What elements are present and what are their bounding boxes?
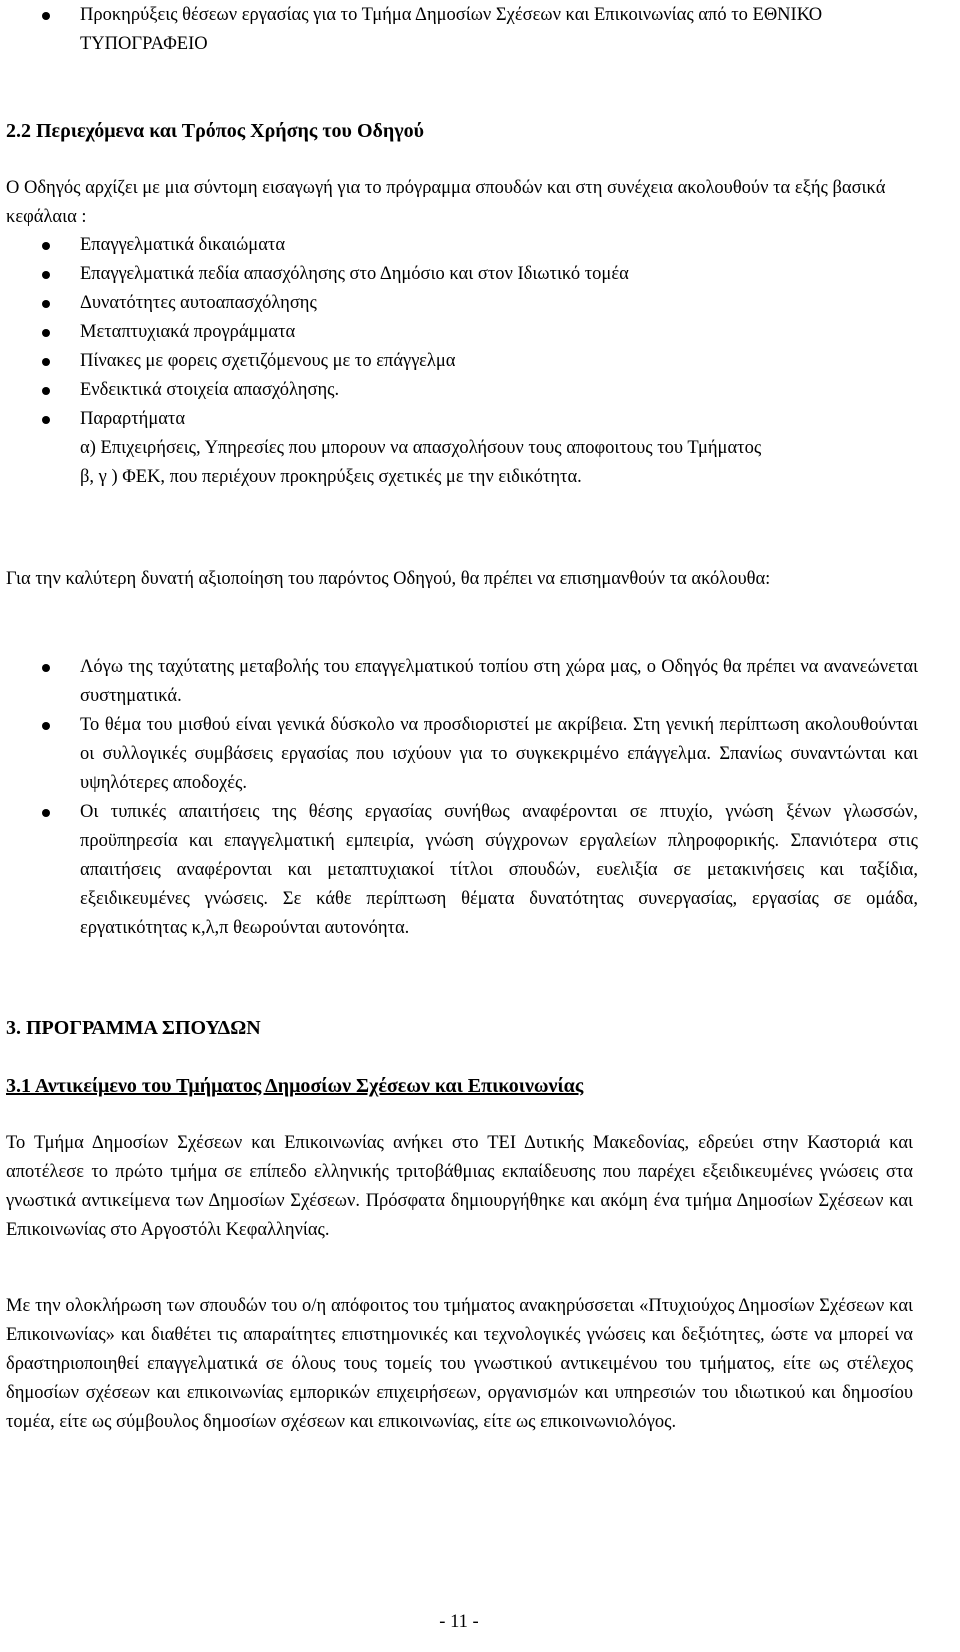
notes-list bbox=[6, 653, 918, 943]
bullet-icon bbox=[42, 809, 50, 817]
body-paragraph-2: Με την ολοκλήρωση των σπουδών του ο/η απόφοιτος του τμήματος ανακηρύσσεται «Πτυχιούχος Δημοσίων Σχέσεων και Επικοινωνίας» και διαθέτει τις απαραίτητες επιστημονικές και τεχνολογικές γνώσεις και δεξιότητες, ώστε να μπορεί να δραστηριοποιηθεί επαγγελματικά σε όλους τους τομείς του γνωστικού αντικειμένου του τμήματος, είτε ως στέλεχος δημοσίων σχέσεων και επικοινωνίας εμπορικών επιχειρήσεων, οργανισμών και υπηρεσιών του ιδιωτικού και δημοσίου τομέα, είτε ως σύμβουλος δημοσίων σχέσεων και επικοινωνίας, είτε ως επικοινωνιολόγος. bbox=[6, 1296, 913, 1432]
bullet-icon bbox=[42, 722, 50, 730]
list-item-text: Πίνακες με φορεις σχετιζόμενους με το επάγγελμα bbox=[80, 351, 456, 371]
chapter-list bbox=[6, 231, 918, 492]
list-item bbox=[6, 376, 918, 405]
top-bullet-list bbox=[6, 1, 918, 59]
list-item-text: Επαγγελματικά δικαιώματα bbox=[80, 235, 286, 255]
list-item bbox=[6, 798, 918, 943]
bullet-icon bbox=[42, 664, 50, 672]
bullet-icon bbox=[42, 12, 50, 20]
bullet-icon bbox=[42, 271, 50, 279]
bullet-icon bbox=[42, 358, 50, 366]
list-item bbox=[6, 231, 918, 260]
list-item bbox=[6, 318, 918, 347]
body-paragraph-1: Το Τμήμα Δημοσίων Σχέσεων και Επικοινωνίας ανήκει στο ΤΕΙ Δυτικής Μακεδονίας, εδρεύει στην Καστοριά και αποτέλεσε το πρώτο τμήμα σε επίπεδο ελληνικής τριτοβάθμιας εκπαίδευσης που παρέχει εξειδικευμένες γνώσεις στα γνωστικά αντικείμενα των Δημοσίων Σχέσεων. Πρόσφατα δημιουργήθηκε και ακόμη ένα τμήμα Δημοσίων Σχέσεων και Επικοινωνίας στο Αργοστόλι Κεφαλληνίας. bbox=[6, 1133, 913, 1240]
list-item bbox=[6, 653, 918, 711]
bullet-icon bbox=[42, 329, 50, 337]
list-item bbox=[6, 347, 918, 376]
list-item bbox=[6, 260, 918, 289]
list-item bbox=[6, 289, 918, 318]
chapter-heading-3: 3. ΠΡΟΓΡΑΜΜΑ ΣΠΟΥΔΩΝ bbox=[6, 1017, 261, 1039]
list-item-text: Το θέμα του μισθού είναι γενικά δύσκολο να προσδιοριστεί με ακρίβεια. Στη γενική περίπτωση ακολουθούνται οι συλλογικές συμβάσεις εργασίας που ισχύουν για το συγκεκριμένο επάγγελμα. Σπανίως συναντώνται και υψηλότερες αποδοχές. bbox=[80, 715, 918, 793]
bullet-icon bbox=[42, 416, 50, 424]
list-item-text: Δυνατότητες αυτοαπασχόλησης bbox=[80, 293, 317, 313]
bullet-icon bbox=[42, 300, 50, 308]
page-number: - 11 - bbox=[439, 1612, 479, 1632]
list-item-text: Μεταπτυχιακά προγράμματα bbox=[80, 322, 296, 342]
notes-intro-paragraph: Για την καλύτερη δυνατή αξιοποίηση του παρόντος Οδηγού, θα πρέπει να επισημανθούν τα ακόλουθα: bbox=[6, 569, 771, 589]
appendix-item-bg: β, γ ) ΦΕΚ, που περιέχουν προκηρύξεις σχετικές με την ειδικότητα. bbox=[80, 467, 582, 487]
bullet-icon bbox=[42, 387, 50, 395]
list-item-text: Οι τυπικές απαιτήσεις της θέσης εργασίας συνήθως αναφέρονται σε πτυχίο, γνώση ξένων γλωσσών, προϋπηρεσία και επαγγελματική εμπειρία, γνώση σύγχρονων εργαλείων πληροφορικής. Σπανιότερα στις απαιτήσεις αναφέρονται και μεταπτυχιακοί τίτλοι σπουδών, ευελιξία σε μετακινήσεις και ταξίδια, εξειδικευμένες γνώσεις. Σε κάθε περίπτωση θέματα δυνατότητας συνεργασίας, εργασίας σε ομάδα, εργατικότητας κ,λ,π θεωρούνται αυτονόητα. bbox=[80, 802, 918, 938]
section-heading-2-2: 2.2 Περιεχόμενα και Τρόπος Χρήσης του Οδηγού bbox=[6, 120, 424, 142]
list-item-text: Λόγω της ταχύτατης μεταβολής του επαγγελματικού τοπίου στη χώρα μας, ο Οδηγός θα πρέπει να ανανεώνεται συστηματικά. bbox=[80, 657, 918, 706]
list-item-text: Ενδεικτικά στοιχεία απασχόλησης. bbox=[80, 380, 340, 400]
list-item-text: Επαγγελματικά πεδία απασχόλησης στο Δημόσιο και στον Ιδιωτικό τομέα bbox=[80, 264, 629, 284]
list-item bbox=[6, 1, 918, 59]
appendix-item-a: α) Επιχειρήσεις, Υπηρεσίες που μπορουν να απασχολήσουν τους αποφοιτους του Τμήματος bbox=[80, 438, 762, 458]
intro-paragraph: Ο Οδηγός αρχίζει με μια σύντομη εισαγωγή για το πρόγραμμα σπουδών και στη συνέχεια ακολουθούν τα εξής βασικά κεφάλαια : bbox=[6, 178, 886, 227]
appendix-label: Παραρτήματα bbox=[80, 409, 186, 429]
list-item bbox=[6, 711, 918, 798]
list-item bbox=[6, 405, 918, 492]
section-heading-3-1: 3.1 Αντικείμενο του Τμήματος Δημοσίων Σχέσεων και Επικοινωνίας bbox=[6, 1075, 584, 1097]
bullet-icon bbox=[42, 242, 50, 250]
list-item-text: Προκηρύξεις θέσεων εργασίας για το Τμήμα Δημοσίων Σχέσεων και Επικοινωνίας από το ΕΘΝΙΚΟ ΤΥΠΟΓΡΑΦΕΙΟ bbox=[80, 5, 823, 54]
